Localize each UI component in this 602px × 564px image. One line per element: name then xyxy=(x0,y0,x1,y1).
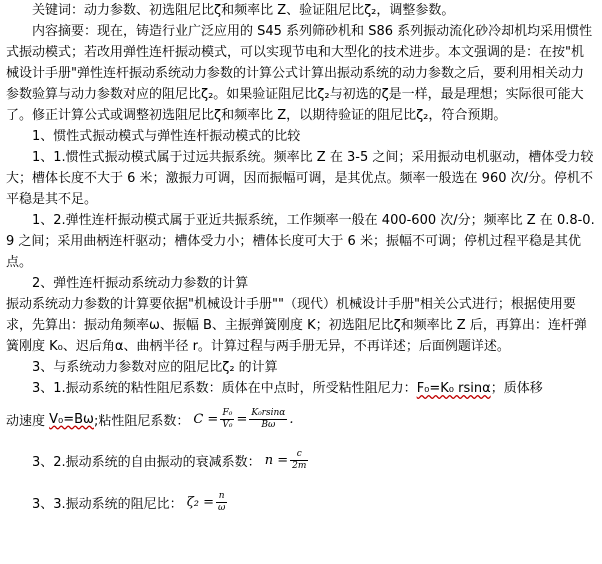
formula-c-den-1: V₀ xyxy=(222,419,233,430)
formula-zeta-lhs: ζ₂ = xyxy=(186,494,214,510)
formula-n-fraction xyxy=(290,449,308,472)
section-3-1-line xyxy=(6,378,596,399)
section-3-2-text: 3、2.振动系统的自由振动的衰减系数： xyxy=(32,454,261,470)
section-1-2-paragraph: 1、2.弹性连杆振动模式属于亚近共振系统，工作频率一般在 400-600 次/分；频率比 Z 在 0.8-0.9 之间；采用曲柄连杆驱动；槽体受力小；槽体长度可大于 6 米；振幅不可调；停机过程平稳是其优点。 xyxy=(6,213,595,270)
formula-c-num-2: K₀rsinα xyxy=(251,407,286,418)
section-3-3-text: 3、3.振动系统的阻尼比： xyxy=(32,496,183,512)
formula-n-num: c xyxy=(290,449,308,461)
section-2-paragraph: 振动系统动力参数的计算要依据"机械设计手册""（现代）机械设计手册"相关公式进行；根据使用要求，先算出：振动角频率ω、振幅 B、主振弹簧刚度 K；初选阻尼比ζ和频率比 Z 后，再算出：连杆弹簧刚度 K₀、迟后角α、曲柄半径 r。计算过程与两手册无异，不再详述；后面例题详述。 xyxy=(6,297,587,354)
formula-n-lhs: n = xyxy=(264,452,289,468)
formula-c-num-1: F₀ xyxy=(220,408,234,420)
formula-c-den-2: Bω xyxy=(261,419,276,430)
formula-zeta-den: ω xyxy=(217,502,226,513)
formula-zeta-line xyxy=(6,481,596,523)
section-3-1-tail: ；质体移 xyxy=(490,381,543,396)
velocity-formula: V₀=Bω xyxy=(49,411,94,427)
damping-force-formula: F₀=K₀ rsinα xyxy=(416,381,491,396)
formula-n-line xyxy=(6,439,596,481)
formula-c-equals: = xyxy=(236,411,248,427)
section-3-1-text: 3、1.振动系统的粘性阻尼系数：质体在中点时，所受粘性阻尼力： xyxy=(32,381,417,396)
viscous-coefficient-label: ;粘性阻尼系数： xyxy=(93,413,190,429)
section-3-heading: 3、与系统动力参数对应的阻尼比ζ₂ 的计算 xyxy=(32,360,278,375)
formula-zeta-num: n xyxy=(216,491,227,503)
formula-c-lhs: C = xyxy=(193,411,219,427)
formula-zeta-fraction xyxy=(216,491,227,514)
formula-c-end: . xyxy=(289,411,294,427)
abstract-paragraph: 内容摘要：现在，铸造行业广泛应用的 S45 系列筛砂机和 S86 系列振动流化砂冷却机均采用惯性式振动模式；若改用弹性连杆振动模式，可以实现节电和大型化的技术进步。本文强调的是：在按"机械设计手册"弹性连杆振动系统动力参数的计算公式计算出振动系统的动力参数之后，要利用相关动力参数验算与动力参数对应的阻尼比ζ₂。如果验证阻尼比ζ₂与初选的ζ是一样，最是理想；实际很可能大了。修正计算公式或调整初选阻尼比ζ和频率比 Z，以期待验证的阻尼比ζ₂，符合预期。 xyxy=(6,24,593,123)
keywords-line: 关键词：动力参数、初选阻尼比ζ和频率比 Z、验证阻尼比ζ₂，调整参数。 xyxy=(32,3,455,18)
section-2-heading: 2、弹性连杆振动系统动力参数的计算 xyxy=(32,276,249,291)
formula-c-line xyxy=(6,399,596,439)
section-1-1-paragraph: 1、1.惯性式振动模式属于过远共振系统。频率比 Z 在 3-5 之间；采用振动电机驱动，槽体受力较大；槽体长度不大于 6 米；激振力可调，因而振幅可调，是其优点。频率一般选在 960 次/分。停机不平稳是其不足。 xyxy=(6,150,594,207)
formula-c-fraction-1 xyxy=(220,408,234,431)
velocity-prefix: 动速度 xyxy=(6,413,50,429)
formula-n-den: 2m xyxy=(292,460,307,471)
formula-c-fraction-2 xyxy=(249,408,287,431)
section-1-heading: 1、惯性式振动模式与弹性连杆振动模式的比较 xyxy=(32,129,301,144)
